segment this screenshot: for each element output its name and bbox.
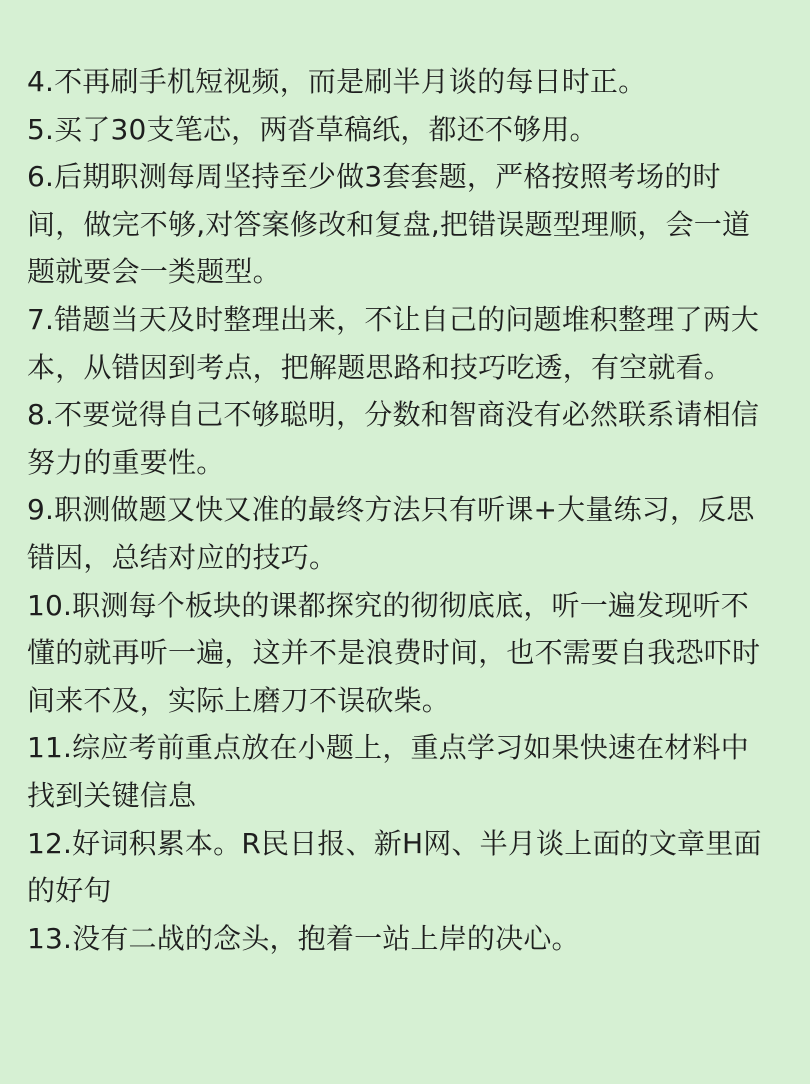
tip-11-line-2: 找到关键信息	[27, 778, 197, 812]
tip-12-line-2: 的好句	[27, 874, 112, 908]
tip-8-line-1: 8.不要觉得自己不够聪明，分数和智商没有必然联系请相信	[27, 398, 760, 432]
tip-9-line-2: 错因，总结对应的技巧。	[27, 540, 338, 574]
tip-10-line-2: 懂的就再听一遍，这并不是浪费时间，也不需要自我恐吓时	[27, 636, 761, 670]
tip-6-line-1: 6.后期职测每周坚持至少做3套套题，严格按照考场的时	[27, 160, 721, 194]
tip-7-line-2: 本，从错因到考点，把解题思路和技巧吃透，有空就看。	[27, 350, 733, 384]
tip-6-line-3: 题就要会一类题型。	[27, 255, 281, 289]
tip-8-line-2: 努力的重要性。	[27, 445, 225, 479]
tip-4-line-1: 4.不再刷手机短视频，而是刷半月谈的每日时正。	[27, 65, 647, 98]
tip-12-line-1: 12.好词积累本。R民日报、新H网、半月谈上面的文章里面	[27, 826, 762, 860]
tip-6-line-2: 间，做完不够,对答案修改和复盘,把错误题型理顺，会一道	[27, 207, 751, 241]
tip-10-line-1: 10.职测每个板块的课都探究的彻彻底底，听一遍发现听不	[27, 588, 749, 622]
tip-7-line-1: 7.错题当天及时整理出来，不让自己的问题堆积整理了两大	[27, 302, 760, 336]
tip-5-line-1: 5.买了30支笔芯，两沓草稿纸，都还不够用。	[27, 112, 598, 146]
tip-13-line-1: 13.没有二战的念头，抱着一站上岸的决心。	[27, 921, 580, 955]
tip-9-line-1: 9.职测做题又快又准的最终方法只有听课+大量练习，反思	[27, 493, 755, 527]
tip-10-line-3: 间来不及，实际上磨刀不误砍柴。	[27, 683, 451, 717]
tip-11-line-1: 11.综应考前重点放在小题上，重点学习如果快速在材料中	[27, 731, 749, 765]
